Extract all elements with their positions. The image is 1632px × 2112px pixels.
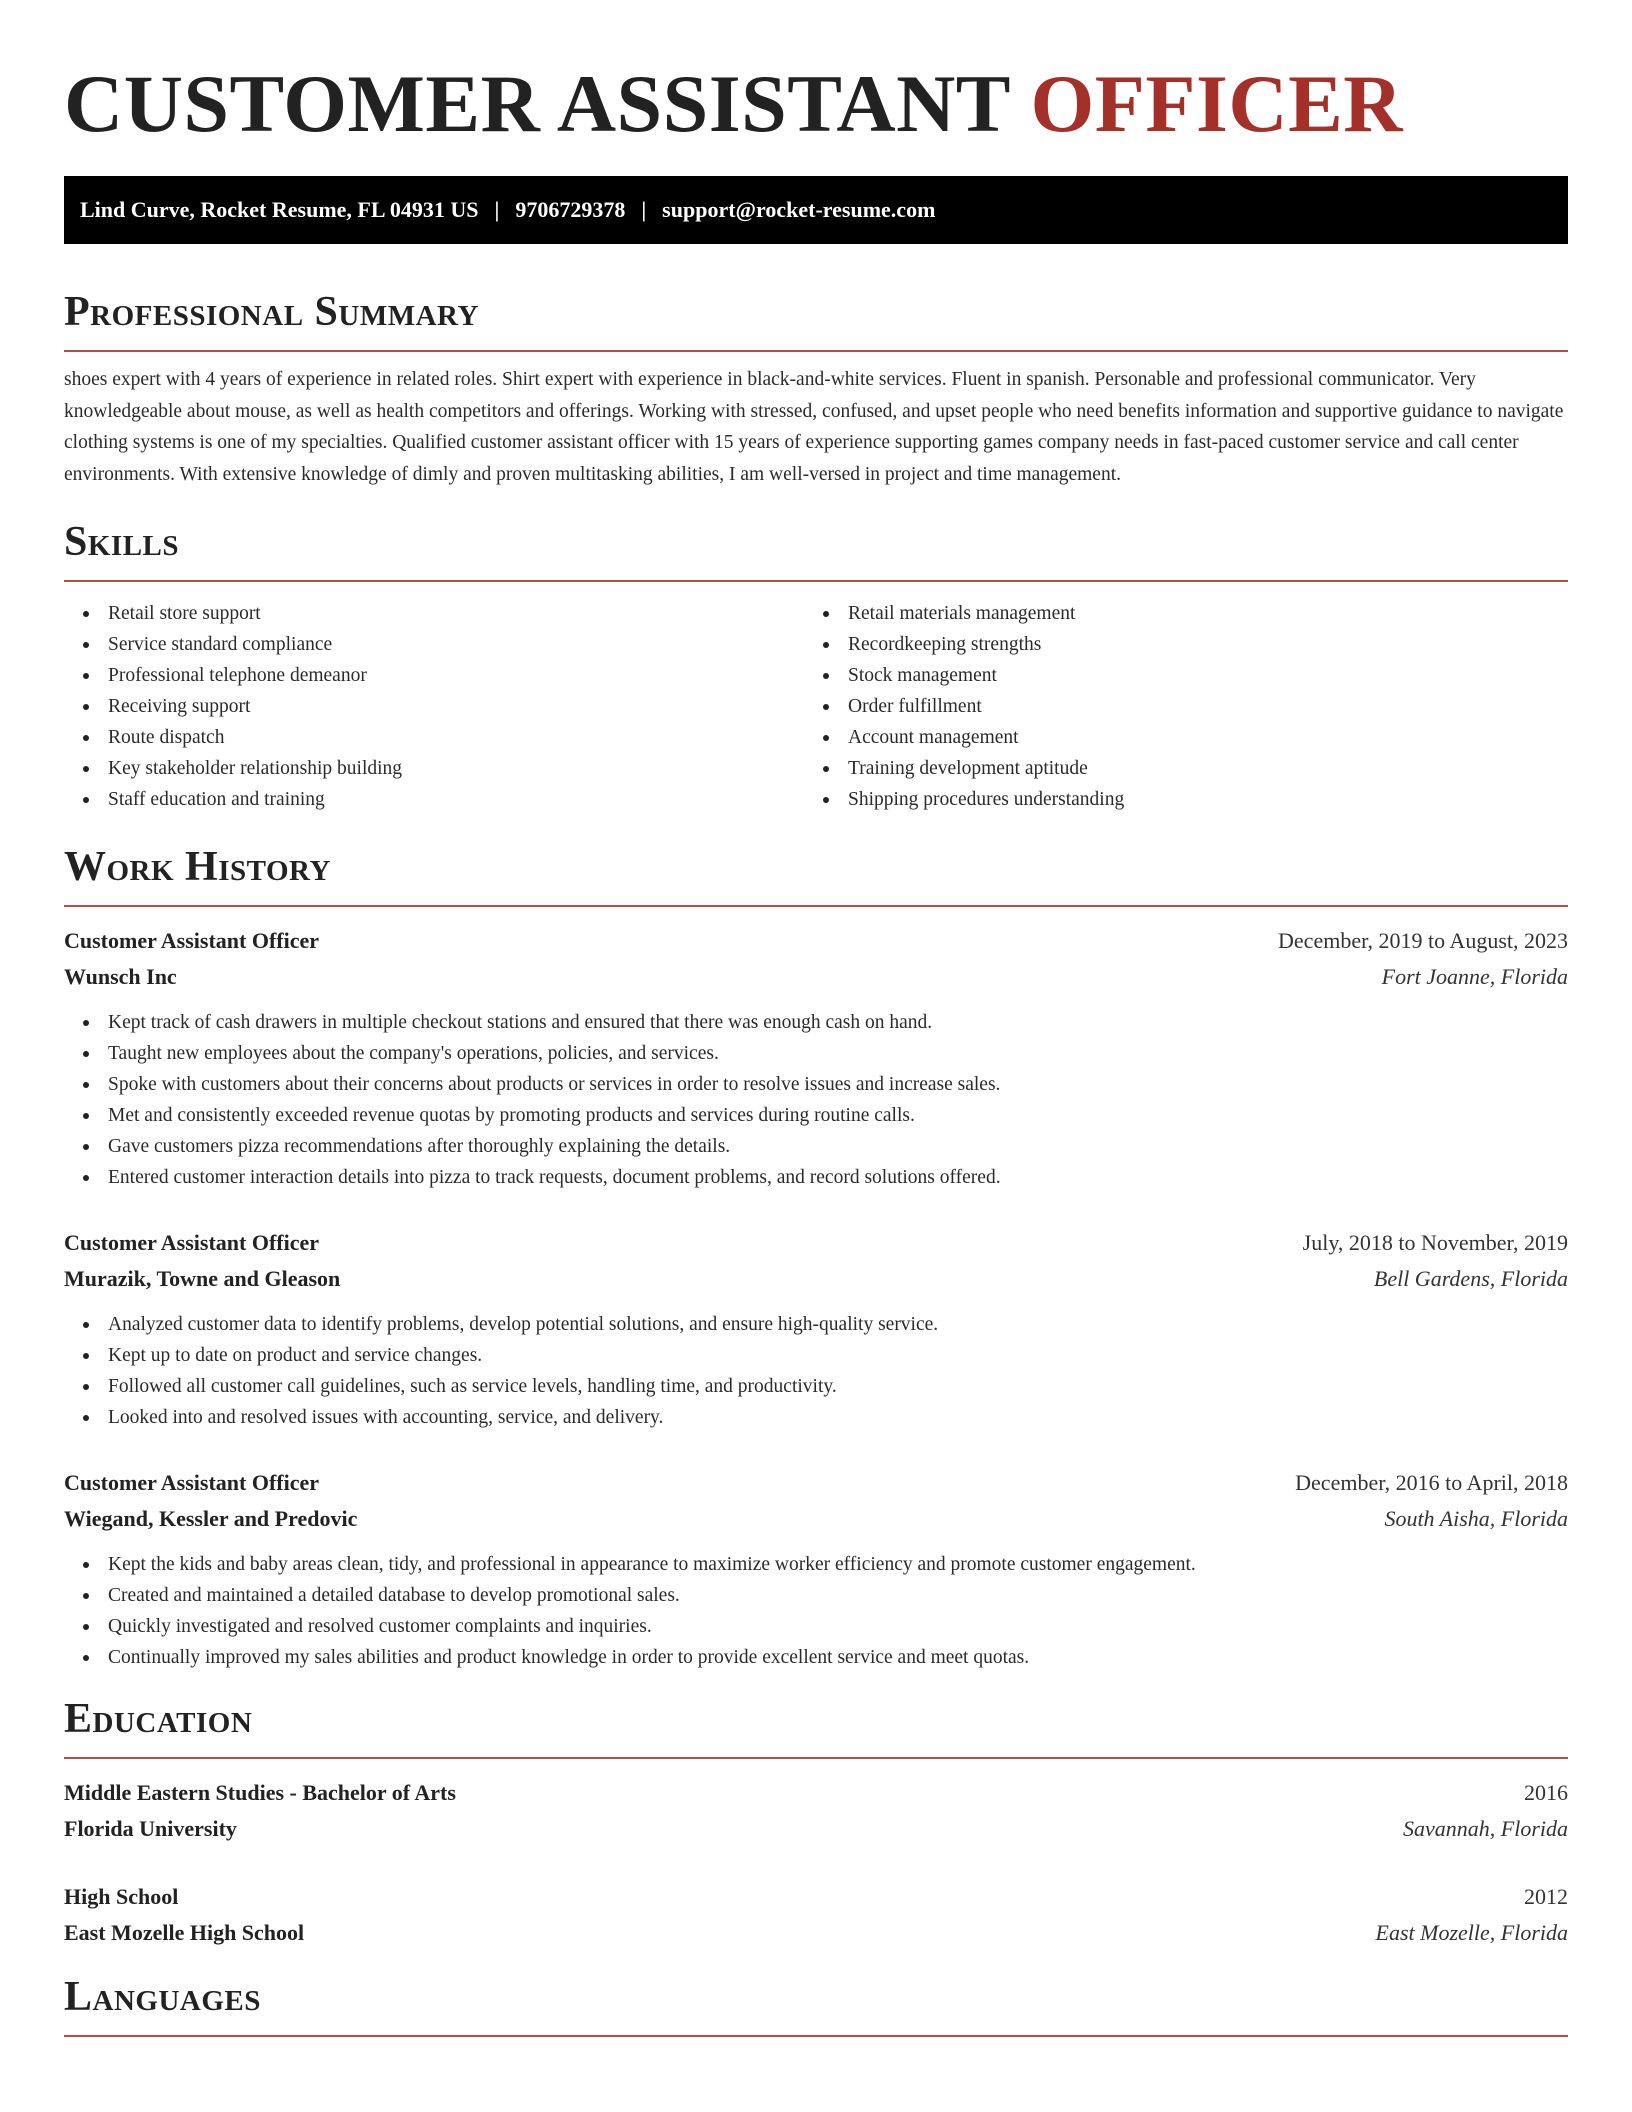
- skill-item: Retail materials management: [804, 598, 1544, 629]
- education-degree: Middle Eastern Studies - Bachelor of Arts: [64, 1780, 456, 1805]
- job-dates: December, 2016 to April, 2018: [1295, 1470, 1568, 1495]
- contact-address: Lind Curve, Rocket Resume, FL 04931 US: [80, 197, 479, 222]
- job-bullet: Met and consistently exceeded revenue quotas by promoting products and services during routine calls.: [64, 1100, 1568, 1131]
- skill-item: Key stakeholder relationship building: [64, 753, 804, 784]
- section-divider: [64, 905, 1568, 907]
- skill-item: Route dispatch: [64, 722, 804, 753]
- skill-item: Shipping procedures understanding: [804, 784, 1544, 815]
- job-bullets: [64, 1007, 1568, 1193]
- job-entry: [64, 1465, 1568, 1673]
- job-bullet: Quickly investigated and resolved customer complaints and inquiries.: [64, 1611, 1568, 1642]
- job-bullet: Kept the kids and baby areas clean, tidy, and professional in appearance to maximize worker efficiency and promote customer engagement.: [64, 1549, 1568, 1580]
- job-company: Wunsch Inc: [64, 964, 177, 989]
- education-school: East Mozelle High School: [64, 1920, 305, 1945]
- job-bullet: Created and maintained a detailed database to develop promotional sales.: [64, 1580, 1568, 1611]
- section-divider: [64, 1757, 1568, 1759]
- job-header-row: [64, 1465, 1568, 1501]
- job-company-row: [64, 959, 1568, 995]
- skills-list-right: [804, 598, 1544, 815]
- job-company: Wiegand, Kessler and Predovic: [64, 1506, 358, 1531]
- skill-item: Staff education and training: [64, 784, 804, 815]
- section-divider: [64, 350, 1568, 352]
- skill-item: Stock management: [804, 660, 1544, 691]
- summary-title: Professional Summary: [64, 289, 479, 335]
- job-bullet: Entered customer interaction details into pizza to track requests, document problems, and record solutions offered.: [64, 1162, 1568, 1193]
- job-header-row: [64, 923, 1568, 959]
- skill-item: Professional telephone demeanor: [64, 660, 804, 691]
- education-school: Florida University: [64, 1816, 237, 1841]
- skill-item: Account management: [804, 722, 1544, 753]
- job-bullet: Spoke with customers about their concerns about products or services in order to resolve issues and increase sales.: [64, 1069, 1568, 1100]
- job-bullet: Kept up to date on product and service changes.: [64, 1340, 1568, 1371]
- job-company: Murazik, Towne and Gleason: [64, 1266, 341, 1291]
- job-location: Fort Joanne, Florida: [1381, 964, 1568, 989]
- name-main: CUSTOMER ASSISTANT: [64, 58, 1010, 149]
- job-bullet: Continually improved my sales abilities and product knowledge in order to provide excellent service and meet quotas.: [64, 1642, 1568, 1673]
- education-section: [64, 1693, 1568, 1951]
- education-degree-row: [64, 1775, 1568, 1811]
- skills-list-left: [64, 598, 804, 815]
- skill-item: Retail store support: [64, 598, 804, 629]
- job-bullet: Kept track of cash drawers in multiple checkout stations and ensured that there was enough cash on hand.: [64, 1007, 1568, 1038]
- job-title: Customer Assistant Officer: [64, 928, 319, 953]
- section-divider: [64, 580, 1568, 582]
- contact-bar: [64, 176, 1568, 244]
- languages-title: Languages: [64, 1974, 261, 2020]
- job-entry: [64, 923, 1568, 1193]
- education-title: Education: [64, 1696, 253, 1742]
- skill-item: Receiving support: [64, 691, 804, 722]
- job-bullets: [64, 1309, 1568, 1433]
- summary-text: shoes expert with 4 years of experience in related roles. Shirt expert with experience in black-and-white services. Fluent in spanish. Personable and professional communicator. Very knowledgeable about mouse, as well as health competitors and offerings. Working with stressed, confused, and upset people who need benefits information and supportive guidance to navigate clothing systems is one of my specialties. Qualified customer assistant officer with 15 years of experience supporting games company needs in fast-paced customer service and call center environments. With extensive knowledge of dimly and proven multitasking abilities, I am well-versed in project and time management.: [64, 369, 1564, 485]
- education-location: East Mozelle, Florida: [1375, 1920, 1568, 1945]
- section-divider: [64, 2035, 1568, 2037]
- contact-separator: |: [494, 197, 500, 222]
- job-dates: July, 2018 to November, 2019: [1302, 1230, 1568, 1255]
- job-header-row: [64, 1225, 1568, 1261]
- education-year: 2012: [1524, 1884, 1568, 1909]
- work-history-section: [64, 841, 1568, 1673]
- job-bullet: Looked into and resolved issues with accounting, service, and delivery.: [64, 1402, 1568, 1433]
- resume-name-heading: [64, 0, 1568, 152]
- job-dates: December, 2019 to August, 2023: [1278, 928, 1568, 953]
- education-entry: [64, 1775, 1568, 1847]
- summary-section: [64, 286, 1568, 490]
- job-location: Bell Gardens, Florida: [1373, 1266, 1568, 1291]
- job-company-row: [64, 1261, 1568, 1297]
- job-bullet: Followed all customer call guidelines, such as service levels, handling time, and productivity.: [64, 1371, 1568, 1402]
- job-title: Customer Assistant Officer: [64, 1470, 319, 1495]
- skill-item: Order fulfillment: [804, 691, 1544, 722]
- job-location: South Aisha, Florida: [1384, 1506, 1568, 1531]
- job-bullet: Analyzed customer data to identify problems, develop potential solutions, and ensure high-quality service.: [64, 1309, 1568, 1340]
- skills-grid: [64, 598, 1568, 815]
- education-school-row: [64, 1915, 1568, 1951]
- name-accent: OFFICER: [1030, 58, 1404, 149]
- education-year: 2016: [1524, 1780, 1568, 1805]
- skill-item: Training development aptitude: [804, 753, 1544, 784]
- contact-separator: |: [641, 197, 647, 222]
- contact-phone: 9706729378: [515, 197, 626, 222]
- languages-section: [64, 1971, 1568, 2037]
- job-bullet: Taught new employees about the company's operations, policies, and services.: [64, 1038, 1568, 1069]
- job-bullets: [64, 1549, 1568, 1673]
- education-location: Savannah, Florida: [1403, 1816, 1568, 1841]
- education-degree-row: [64, 1879, 1568, 1915]
- skills-section: [64, 516, 1568, 815]
- skill-item: Service standard compliance: [64, 629, 804, 660]
- job-company-row: [64, 1501, 1568, 1537]
- education-degree: High School: [64, 1884, 179, 1909]
- education-entry: [64, 1879, 1568, 1951]
- job-entry: [64, 1225, 1568, 1433]
- contact-email: support@rocket-resume.com: [662, 197, 936, 222]
- skills-title: Skills: [64, 519, 180, 565]
- skill-item: Recordkeeping strengths: [804, 629, 1544, 660]
- work-history-title: Work History: [64, 844, 331, 890]
- education-school-row: [64, 1811, 1568, 1847]
- job-bullet: Gave customers pizza recommendations after thoroughly explaining the details.: [64, 1131, 1568, 1162]
- job-title: Customer Assistant Officer: [64, 1230, 319, 1255]
